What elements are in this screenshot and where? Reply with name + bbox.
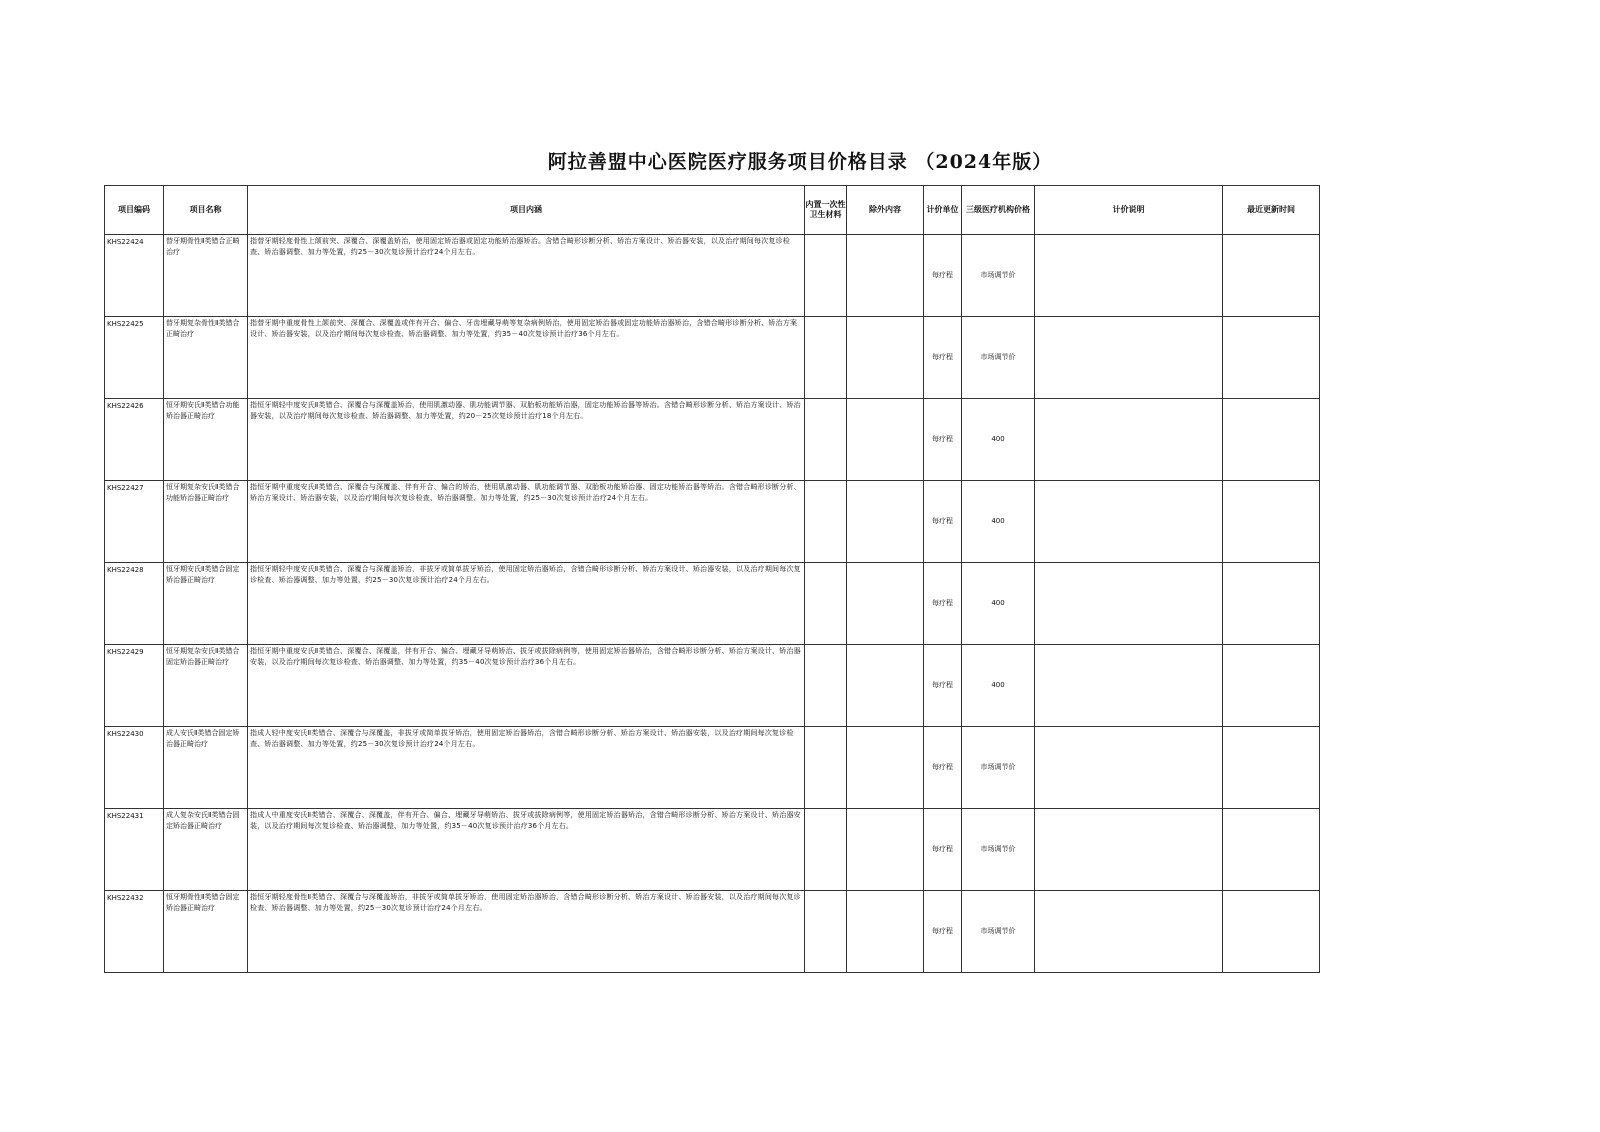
cell-unit: 每疗程: [924, 235, 962, 317]
cell-price: 400: [962, 399, 1035, 481]
cell-code: KHS22426: [105, 399, 164, 481]
cell-exclude: [847, 645, 924, 727]
cell-name: 恒牙期安氏Ⅱ类错合固定矫治器正畸治疗: [164, 563, 248, 645]
cell-exclude: [847, 563, 924, 645]
cell-unit: 每疗程: [924, 891, 962, 973]
cell-name: 恒牙期复杂安氏Ⅱ类错合功能矫治器正畸治疗: [164, 481, 248, 563]
cell-name: 替牙期复杂骨性Ⅱ类错合正畸治疗: [164, 317, 248, 399]
cell-content: 指恒牙期轻中度安氏Ⅱ类错合、深覆合与深覆盖矫治，使用肌激动器、肌功能调节器、双胎板功能矫治器，固定功能矫治器等矫治。含错合畸形诊断分析、矫治方案设计、矫治器安装，以及治疗期间每次复诊检查、矫治器调整、加力等处置，约20－25次复诊预计治疗18个月左右。: [248, 399, 805, 481]
cell-unit: 每疗程: [924, 563, 962, 645]
header-note: 计价说明: [1035, 186, 1223, 235]
header-code: 项目编码: [105, 186, 164, 235]
cell-content: 指成人中重度安氏Ⅱ类错合、深覆合、深覆盖，伴有开合、偏合、埋藏牙导萌矫治、拔牙或拔除病例等，使用固定矫治器矫治，含错合畸形诊断分析、矫治方案设计、矫治器安装，以及治疗期间每次复诊检查、矫治器调整、加力等处置，约35－40次复诊预计治疗36个月左右。: [248, 809, 805, 891]
header-updated: 最近更新时间: [1223, 186, 1320, 235]
cell-content: 指替牙期中重度骨性上颌前突、深覆合、深覆盖或伴有开合、偏合、牙齿埋藏导萌等复杂病例矫治，使用固定矫治器或固定功能矫治器矫治，含错合畸形诊断分析、矫治方案设计、矫治器安装，以及治疗期间每次复诊检查、矫治器调整、加力等处置，约35－40次复诊预计治疗36个月左右。: [248, 317, 805, 399]
cell-content: 指恒牙期轻度骨性Ⅱ类错合、深覆合与深覆盖矫治，非拔牙或简单拔牙矫治，使用固定矫治器矫治，含错合畸形诊断分析、矫治方案设计、矫治器安装，以及治疗期间每次复诊检查、矫治器调整、加力等处置，约25－30次复诊预计治疗24个月左右。: [248, 891, 805, 973]
cell-updated: [1223, 399, 1320, 481]
cell-exclude: [847, 235, 924, 317]
cell-unit: 每疗程: [924, 645, 962, 727]
cell-price: 市场调节价: [962, 891, 1035, 973]
cell-updated: [1223, 563, 1320, 645]
cell-code: KHS22431: [105, 809, 164, 891]
cell-content: 指替牙期轻度骨性上颌前突、深覆合、深覆盖矫治，使用固定矫治器或固定功能矫治器矫治。含错合畸形诊断分析、矫治方案设计、矫治器安装，以及治疗期间每次复诊检查、矫治器调整、加力等处置，约25－30次复诊预计治疗24个月左右。: [248, 235, 805, 317]
cell-note: [1035, 645, 1223, 727]
cell-name: 成人复杂安氏Ⅱ类错合固定矫治器正畸治疗: [164, 809, 248, 891]
cell-note: [1035, 481, 1223, 563]
cell-price: 市场调节价: [962, 235, 1035, 317]
cell-unit: 每疗程: [924, 727, 962, 809]
cell-updated: [1223, 235, 1320, 317]
header-unit: 计价单位: [924, 186, 962, 235]
cell-note: [1035, 563, 1223, 645]
cell-name: 替牙期骨性Ⅱ类错合正畸治疗: [164, 235, 248, 317]
header-price: 三级医疗机构价格: [962, 186, 1035, 235]
cell-updated: [1223, 891, 1320, 973]
cell-price: 市场调节价: [962, 317, 1035, 399]
cell-material: [805, 645, 847, 727]
table-row: [105, 481, 1320, 563]
table-row: [105, 563, 1320, 645]
document-title: 阿拉善盟中心医院医疗服务项目价格目录 （2024年版）: [547, 151, 1053, 173]
table-row: [105, 399, 1320, 481]
cell-updated: [1223, 645, 1320, 727]
cell-code: KHS22424: [105, 235, 164, 317]
cell-note: [1035, 235, 1223, 317]
cell-code: KHS22429: [105, 645, 164, 727]
cell-material: [805, 481, 847, 563]
cell-material: [805, 317, 847, 399]
cell-exclude: [847, 399, 924, 481]
cell-note: [1035, 727, 1223, 809]
cell-unit: 每疗程: [924, 809, 962, 891]
header-content: 项目内涵: [248, 186, 805, 235]
cell-content: 指成人轻中度安氏Ⅱ类错合、深覆合与深覆盖，非拔牙或简单拔牙矫治，使用固定矫治器矫治，含错合畸形诊断分析、矫治方案设计、矫治器安装，以及治疗期间每次复诊检查、矫治器调整、加力等处置，约25－30次复诊预计治疗24个月左右。: [248, 727, 805, 809]
cell-exclude: [847, 317, 924, 399]
cell-code: KHS22430: [105, 727, 164, 809]
cell-note: [1035, 399, 1223, 481]
cell-name: 恒牙期骨性Ⅱ类错合固定矫治器正畸治疗: [164, 891, 248, 973]
cell-material: [805, 235, 847, 317]
table-row: [105, 645, 1320, 727]
cell-updated: [1223, 809, 1320, 891]
table-row: [105, 727, 1320, 809]
cell-exclude: [847, 809, 924, 891]
table-row: [105, 235, 1320, 317]
table-row: [105, 891, 1320, 973]
cell-note: [1035, 809, 1223, 891]
cell-content: 指恒牙期中重度安氏Ⅱ类错合、深覆合、深覆盖，伴有开合、偏合、埋藏牙导萌矫治、拔牙或拔除病例等，使用固定矫治器矫治，含错合畸形诊断分析、矫治方案设计、矫治器安装，以及治疗期间每次复诊检查、矫治器调整、加力等处置，约35－40次复诊预计治疗36个月左右。: [248, 645, 805, 727]
cell-material: [805, 891, 847, 973]
cell-exclude: [847, 727, 924, 809]
cell-price: 400: [962, 645, 1035, 727]
cell-updated: [1223, 317, 1320, 399]
cell-material: [805, 727, 847, 809]
cell-material: [805, 563, 847, 645]
header-exclude: 除外内容: [847, 186, 924, 235]
table-row: [105, 809, 1320, 891]
cell-price: 市场调节价: [962, 727, 1035, 809]
cell-code: KHS22427: [105, 481, 164, 563]
cell-code: KHS22425: [105, 317, 164, 399]
cell-exclude: [847, 891, 924, 973]
table-row: [105, 317, 1320, 399]
cell-updated: [1223, 481, 1320, 563]
cell-unit: 每疗程: [924, 399, 962, 481]
cell-material: [805, 809, 847, 891]
cell-price: 400: [962, 481, 1035, 563]
cell-updated: [1223, 727, 1320, 809]
cell-price: 市场调节价: [962, 809, 1035, 891]
cell-exclude: [847, 481, 924, 563]
cell-content: 指恒牙期轻中度安氏Ⅱ类错合、深覆合与深覆盖矫治，非拔牙或简单拔牙矫治，使用固定矫治器矫治，含错合畸形诊断分析、矫治方案设计、矫治器安装，以及治疗期间每次复诊检查、矫治器调整、加力等处置，约25－30次复诊预计治疗24个月左右。: [248, 563, 805, 645]
cell-material: [805, 399, 847, 481]
header-material: 内置一次性卫生材料: [805, 186, 847, 235]
cell-price: 400: [962, 563, 1035, 645]
price-table: [104, 185, 1320, 973]
cell-code: KHS22428: [105, 563, 164, 645]
cell-name: 成人安氏Ⅱ类错合固定矫治器正畸治疗: [164, 727, 248, 809]
cell-unit: 每疗程: [924, 481, 962, 563]
cell-content: 指恒牙期中重度安氏Ⅱ类错合、深覆合与深覆盖、伴有开合、偏合的矫治，使用肌激动器、肌功能调节器、双胎板功能矫治器、固定功能矫治器等矫治。含错合畸形诊断分析、矫治方案设计、矫治器安装，以及治疗期间每次复诊检查、矫治器调整、加力等处置，约25－30次复诊预计治疗24个月左右。: [248, 481, 805, 563]
cell-name: 恒牙期复杂安氏Ⅱ类错合固定矫治器正畸治疗: [164, 645, 248, 727]
cell-note: [1035, 891, 1223, 973]
cell-name: 恒牙期安氏Ⅱ类错合功能矫治器正畸治疗: [164, 399, 248, 481]
header-name: 项目名称: [164, 186, 248, 235]
cell-code: KHS22432: [105, 891, 164, 973]
cell-note: [1035, 317, 1223, 399]
header-row: [105, 186, 1320, 235]
cell-unit: 每疗程: [924, 317, 962, 399]
